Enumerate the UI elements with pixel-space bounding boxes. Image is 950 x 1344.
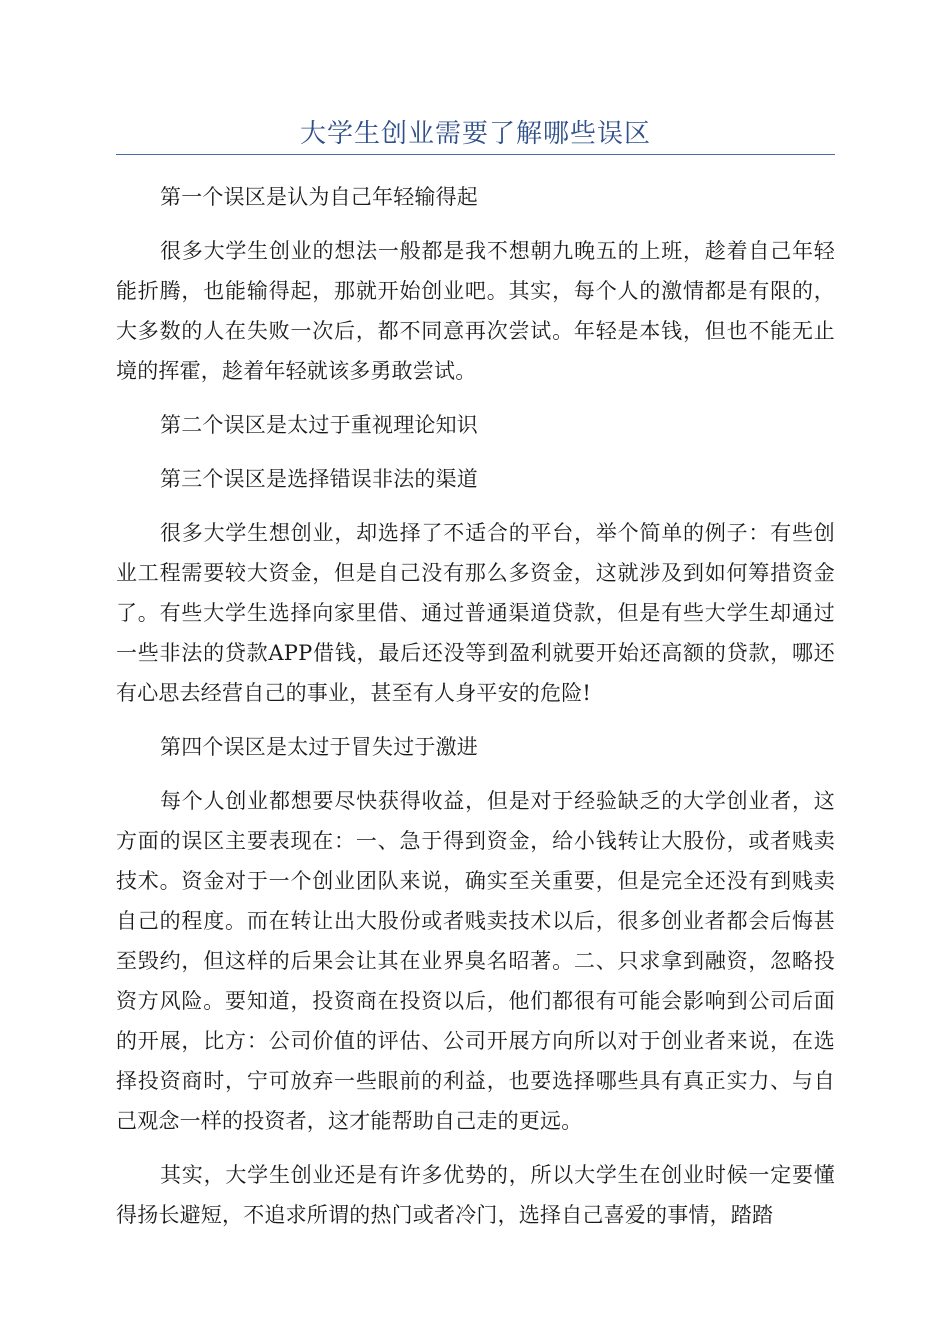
section-heading-3: 第三个误区是选择错误非法的渠道 [160, 467, 478, 491]
document-title: 大学生创业需要了解哪些误区 [299, 119, 651, 149]
document-body [116, 177, 835, 1235]
paragraph-1: 很多大学生创业的想法一般都是我不想朝九晚五的上班，趁着自己年轻能折腾，也能输得起，那就开始创业吧。其实，每个人的激情都是有限的，大多数的人在失败一次后，都不同意再次尝试。年轻是本钱，但也不能无止境的挥霍，趁着年轻就该多勇敢尝试。 [116, 239, 835, 383]
section-heading-1: 第一个误区是认为自己年轻输得起 [160, 185, 478, 209]
section-heading-4: 第四个误区是太过于冒失过于激进 [160, 735, 478, 759]
paragraph-4: 其实，大学生创业还是有许多优势的，所以大学生在创业时候一定要懂得扬长避短，不追求所谓的热门或者冷门，选择自己喜爱的事情，踏踏 [116, 1163, 835, 1227]
paragraph-2: 很多大学生想创业，却选择了不适合的平台，举个简单的例子：有些创业工程需要较大资金，但是自己没有那么多资金，这就涉及到如何筹措资金了。有些大学生选择向家里借、通过普通渠道贷款，但是有些大学生却通过一些非法的贷款APP借钱，最后还没等到盈利就要开始还高额的贷款，哪还有心思去经营自己的事业，甚至有人身平安的危险! [116, 521, 835, 705]
section-heading-2: 第二个误区是太过于重视理论知识 [160, 413, 478, 437]
document-page [116, 0, 835, 1249]
paragraph-3: 每个人创业都想要尽快获得收益，但是对于经验缺乏的大学创业者，这方面的误区主要表现在：一、急于得到资金，给小钱转让大股份，或者贱卖技术。资金对于一个创业团队来说，确实至关重要，但是完全还没有到贱卖自己的程度。而在转让出大股份或者贱卖技术以后，很多创业者都会后悔甚至毁约，但这样的后果会让其在业界臭名昭著。二、只求拿到融资，忽略投资方风险。要知道，投资商在投资以后，他们都很有可能会影响到公司后面的开展，比方：公司价值的评估、公司开展方向所以对于创业者来说，在选择投资商时，宁可放弃一些眼前的利益，也要选择哪些具有真正实力、与自己观念一样的投资者，这才能帮助自己走的更远。 [116, 789, 835, 1133]
title-underline [116, 154, 835, 155]
